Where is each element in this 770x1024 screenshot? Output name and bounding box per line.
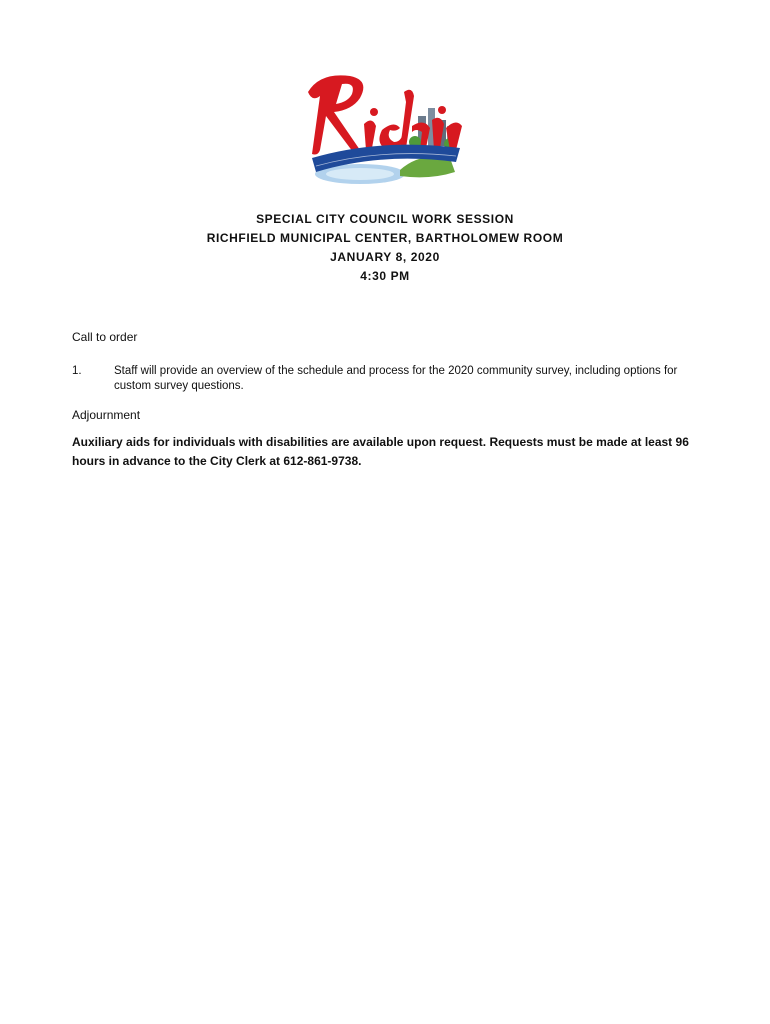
- richfield-logo: [290, 62, 470, 192]
- meeting-header: [0, 210, 770, 286]
- adjournment: Adjournment: [72, 408, 141, 422]
- call-to-order: Call to order: [72, 330, 138, 344]
- meeting-time: 4:30 PM: [360, 269, 410, 283]
- agenda-item: [72, 364, 702, 394]
- agenda-item-number: 1.: [72, 365, 82, 377]
- agenda: [72, 330, 702, 471]
- accessibility-notice: Auxiliary aids for individuals with disabilities are available upon request. Requests must be made at least 96 hours in advance to the City Clerk at 612-861-9738.: [72, 435, 689, 468]
- meeting-date: JANUARY 8, 2020: [330, 250, 440, 264]
- meeting-title: SPECIAL CITY COUNCIL WORK SESSION: [256, 212, 514, 226]
- agenda-item-text: Staff will provide an overview of the schedule and process for the 2020 community survey, including options for custom survey questions.: [114, 365, 678, 392]
- richfield-logo-graphic: [290, 62, 470, 192]
- meeting-location: RICHFIELD MUNICIPAL CENTER, BARTHOLOMEW ROOM: [206, 231, 564, 245]
